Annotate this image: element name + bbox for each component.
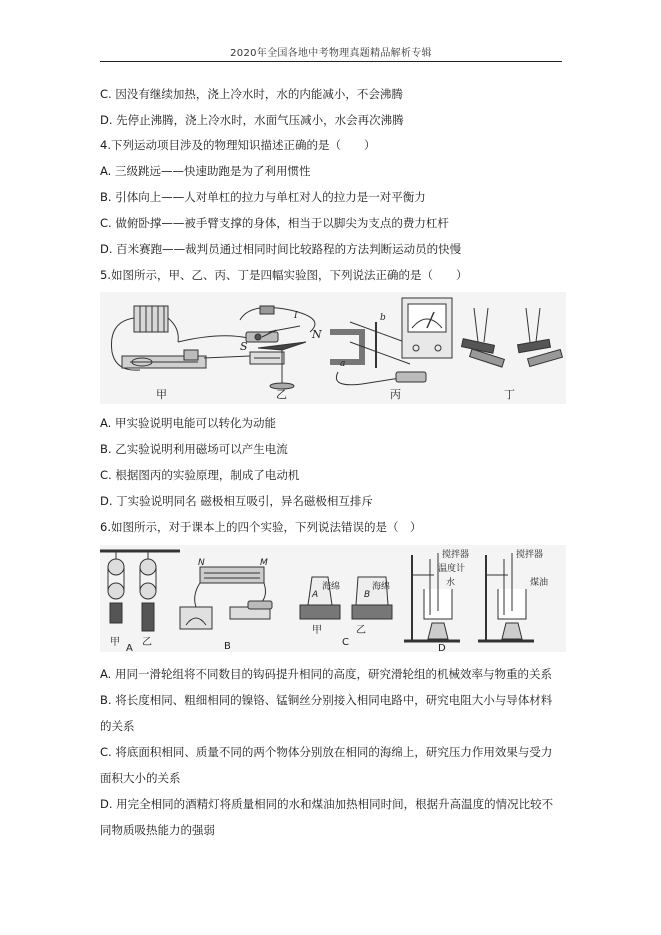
q5-option-b: B. 乙实验说明利用磁场可以产生电流 (100, 442, 288, 456)
fig5-label-b: b (380, 313, 386, 323)
fig6-label-c-yi: 乙 (356, 625, 366, 636)
q6-stem: 6.如图所示，对于课本上的四个实验，下列说法错误的是（ ） (100, 520, 422, 534)
q6-option-c-line2: 面积大小的关系 (100, 771, 181, 785)
fig5-label-yi: 乙 (276, 388, 287, 401)
fig6-label-sponge-2: 海绵 (372, 582, 391, 592)
q6-figure (100, 545, 566, 652)
fig6-label-kerosene: 煤油 (530, 578, 549, 588)
fig6-label-a: A (126, 643, 133, 652)
fig6-label-b: B (224, 641, 231, 652)
q3-option-d: D. 先停止沸腾，浇上冷水时，水面气压减小，水会再次沸腾 (100, 113, 404, 127)
fig6-label-m: M (260, 558, 268, 568)
q6-option-d-line2: 同物质吸热能力的强弱 (100, 823, 215, 837)
fig5-label-n: N (312, 328, 322, 341)
q5-stem: 5.如图所示，甲、乙、丙、丁是四幅实验图，下列说法正确的是（ ） (100, 268, 468, 282)
fig5-label-ding: 丁 (504, 388, 515, 401)
header-divider (100, 61, 562, 62)
fig6-label-stirrer-2: 搅拌器 (516, 550, 544, 560)
q5-option-d: D. 丁实验说明同名 磁极相互吸引，异名磁极相互排斥 (100, 494, 373, 508)
fig6-label-d: D (438, 643, 446, 652)
fig6-label-sponge-1: 海绵 (322, 582, 341, 592)
fig5-label-a: a (340, 359, 346, 369)
fig5-label-s: S (240, 340, 248, 353)
q4-stem: 4.下列运动项目涉及的物理知识描述正确的是（ ） (100, 138, 376, 152)
fig6-label-c-a: A (312, 590, 319, 600)
fig6-label-c-b: B (364, 590, 371, 600)
fig6-label-yi: 乙 (142, 637, 152, 648)
q4-option-d: D. 百米赛跑——裁判员通过相同时间比较路程的方法判断运动员的快慢 (100, 242, 462, 256)
fig6-label-c: C (342, 637, 349, 648)
q6-option-b-line2: 的关系 (100, 719, 135, 733)
fig6-label-n: N (198, 558, 205, 568)
fig5-label-jia: 甲 (156, 388, 167, 401)
q5-option-a: A. 甲实验说明电能可以转化为动能 (100, 416, 276, 430)
q4-option-b: B. 引体向上——人对单杠的拉力与单杠对人的拉力是一对平衡力 (100, 190, 426, 204)
fig6-label-jia: 甲 (110, 637, 120, 648)
fig5-label-i: I (294, 311, 298, 321)
q6-option-b-line1: B. 将长度相同、粗细相同的镍铬、锰铜丝分别接入相同电路中，研究电阻大小与导体材料 (100, 693, 553, 707)
q6-option-d-line1: D. 用完全相同的酒精灯将质量相同的水和煤油加热相同时间，根据升高温度的情况比较不 (100, 797, 554, 811)
q6-option-c-line1: C. 将底面积相同、质量不同的两个物体分别放在相同的海绵上，研究压力作用效果与受力 (100, 745, 553, 759)
q4-option-a: A. 三级跳远——快速助跑是为了利用惯性 (100, 164, 311, 178)
q4-option-c: C. 做俯卧撑——被手臂支撑的身体，相当于以脚尖为支点的费力杠杆 (100, 216, 449, 230)
page-header: 2020年全国各地中考物理真题精品解析专辑 (230, 48, 432, 59)
q3-option-c: C. 因没有继续加热，浇上冷水时，水的内能减小，不会沸腾 (100, 87, 403, 101)
fig6-label-stirrer-1: 搅拌器 (442, 550, 470, 560)
q5-figure (100, 292, 566, 404)
fig6-label-water: 水 (446, 578, 456, 588)
fig6-label-thermometer: 温度计 (438, 564, 466, 574)
q5-option-c: C. 根据图丙的实验原理，制成了电动机 (100, 468, 300, 482)
fig6-label-c-jia: 甲 (312, 625, 322, 636)
q6-option-a: A. 用同一滑轮组将不同数目的钩码提升相同的高度，研究滑轮组的机械效率与物重的关系 (100, 667, 552, 681)
fig5-label-bing: 丙 (390, 388, 401, 401)
